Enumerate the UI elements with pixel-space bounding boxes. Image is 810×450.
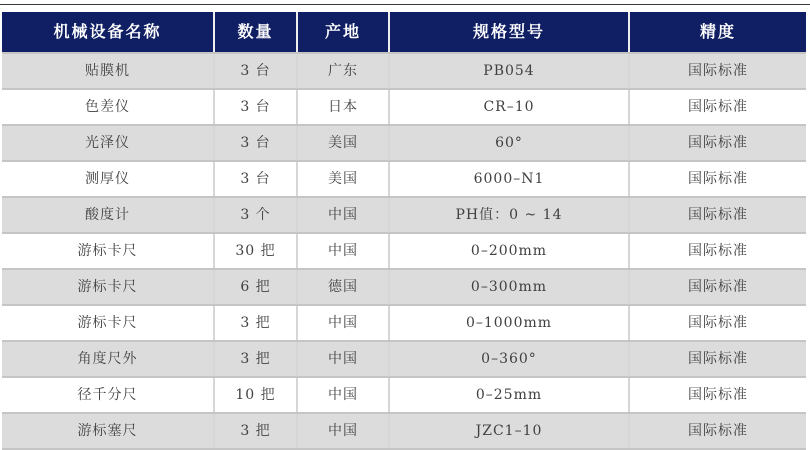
cell-spec-model: PB054 <box>390 54 630 88</box>
cell-precision: 国际标准 <box>630 162 806 196</box>
cell-origin: 中国 <box>298 414 390 448</box>
cell-spec-model: 0–200mm <box>390 234 630 268</box>
cell-quantity: 3 把 <box>215 414 298 448</box>
cell-quantity: 6 把 <box>215 270 298 304</box>
cell-precision: 国际标准 <box>630 126 806 160</box>
table-row <box>2 342 806 378</box>
column-header-name: 机械设备名称 <box>2 12 215 52</box>
cell-precision: 国际标准 <box>630 378 806 412</box>
cell-origin: 中国 <box>298 234 390 268</box>
table-row <box>2 162 806 198</box>
cell-precision: 国际标准 <box>630 306 806 340</box>
cell-quantity: 10 把 <box>215 378 298 412</box>
table-row <box>2 378 806 414</box>
cell-spec-model: 0–25mm <box>390 378 630 412</box>
equipment-table <box>2 12 806 450</box>
cell-precision: 国际标准 <box>630 342 806 376</box>
cell-quantity: 30 把 <box>215 234 298 268</box>
cell-quantity: 3 把 <box>215 306 298 340</box>
cell-spec-model: 60° <box>390 126 630 160</box>
cell-equipment-name: 测厚仪 <box>2 162 215 196</box>
cell-origin: 中国 <box>298 306 390 340</box>
cell-equipment-name: 色差仪 <box>2 90 215 124</box>
table-header-row <box>2 12 806 54</box>
cell-equipment-name: 角度尺外 <box>2 342 215 376</box>
cell-spec-model: 0–300mm <box>390 270 630 304</box>
cell-precision: 国际标准 <box>630 198 806 232</box>
top-divider-line <box>0 4 810 5</box>
cell-quantity: 3 把 <box>215 342 298 376</box>
cell-spec-model: 0–360° <box>390 342 630 376</box>
cell-precision: 国际标准 <box>630 234 806 268</box>
cell-precision: 国际标准 <box>630 270 806 304</box>
cell-equipment-name: 酸度计 <box>2 198 215 232</box>
table-row <box>2 54 806 90</box>
cell-equipment-name: 游标塞尺 <box>2 414 215 448</box>
cell-quantity: 3 台 <box>215 90 298 124</box>
table-row <box>2 270 806 306</box>
cell-precision: 国际标准 <box>630 414 806 448</box>
cell-quantity: 3 台 <box>215 54 298 88</box>
cell-quantity: 3 台 <box>215 126 298 160</box>
column-header-spec: 规格型号 <box>390 12 630 52</box>
cell-origin: 广东 <box>298 54 390 88</box>
cell-origin: 美国 <box>298 126 390 160</box>
cell-spec-model: JZC1–10 <box>390 414 630 448</box>
cell-origin: 美国 <box>298 162 390 196</box>
cell-precision: 国际标准 <box>630 54 806 88</box>
cell-spec-model: 6000–N1 <box>390 162 630 196</box>
table-row <box>2 198 806 234</box>
table-row <box>2 306 806 342</box>
cell-origin: 德国 <box>298 270 390 304</box>
cell-equipment-name: 径千分尺 <box>2 378 215 412</box>
cell-equipment-name: 光泽仪 <box>2 126 215 160</box>
column-header-qty: 数量 <box>215 12 298 52</box>
cell-spec-model: CR–10 <box>390 90 630 124</box>
cell-origin: 中国 <box>298 342 390 376</box>
table-row <box>2 90 806 126</box>
cell-origin: 中国 <box>298 198 390 232</box>
cell-precision: 国际标准 <box>630 90 806 124</box>
table-row <box>2 234 806 270</box>
cell-origin: 中国 <box>298 378 390 412</box>
column-header-precision: 精度 <box>630 12 806 52</box>
cell-equipment-name: 游标卡尺 <box>2 270 215 304</box>
cell-equipment-name: 贴膜机 <box>2 54 215 88</box>
cell-quantity: 3 台 <box>215 162 298 196</box>
cell-origin: 日本 <box>298 90 390 124</box>
table-body <box>2 54 806 450</box>
cell-equipment-name: 游标卡尺 <box>2 306 215 340</box>
cell-quantity: 3 个 <box>215 198 298 232</box>
column-header-origin: 产地 <box>298 12 390 52</box>
table-row <box>2 414 806 450</box>
cell-equipment-name: 游标卡尺 <box>2 234 215 268</box>
cell-spec-model: PH值：0 ~ 14 <box>390 198 630 232</box>
table-row <box>2 126 806 162</box>
cell-spec-model: 0–1000mm <box>390 306 630 340</box>
